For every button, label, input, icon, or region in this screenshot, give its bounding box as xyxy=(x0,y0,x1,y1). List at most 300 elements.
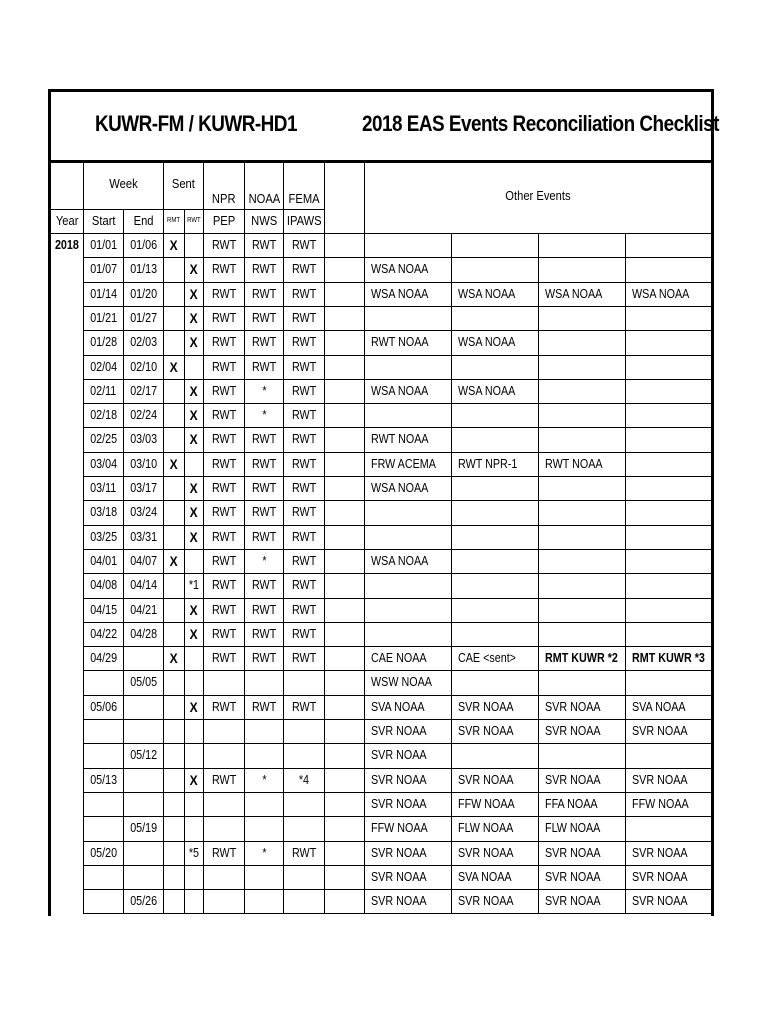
noaa-nws-text: * xyxy=(261,554,267,568)
other-event-4 xyxy=(626,356,711,380)
other-event-4 xyxy=(626,307,711,331)
npr-pep xyxy=(204,258,245,283)
noaa-nws xyxy=(245,356,284,380)
year-blank xyxy=(51,744,84,769)
other-event-1-text: RWT NOAA xyxy=(371,335,429,349)
other-event-3 xyxy=(539,526,626,550)
other-event-1-text: SVA NOAA xyxy=(371,700,425,714)
week-end xyxy=(124,283,164,307)
other-event-1 xyxy=(365,550,452,574)
other-event-2 xyxy=(452,550,539,574)
other-event-2-text: WSA NOAA xyxy=(458,287,516,301)
week-end-text: 01/13 xyxy=(130,262,157,276)
other-event-4-text: RMT KUWR *3 xyxy=(632,651,705,665)
fema-ipaws xyxy=(284,453,325,477)
other-event-3 xyxy=(539,574,626,599)
noaa-nws xyxy=(245,744,284,769)
other-event-1 xyxy=(365,258,452,283)
other-event-1 xyxy=(365,647,452,671)
noaa-nws-text: RWT xyxy=(251,578,277,592)
week-end xyxy=(124,428,164,453)
other-event-4 xyxy=(626,477,711,501)
other-event-2-text: RWT NPR-1 xyxy=(458,457,518,471)
noaa-nws-text: RWT xyxy=(251,627,277,641)
noaa-nws xyxy=(245,696,284,720)
npr-pep xyxy=(204,720,245,744)
week-end-text: 03/03 xyxy=(130,432,157,446)
sent-rwt xyxy=(185,744,204,769)
npr-pep xyxy=(204,647,245,671)
npr-pep xyxy=(204,331,245,356)
sent-rwt-text: X xyxy=(189,407,199,423)
week-end xyxy=(124,866,164,890)
sent-rwt xyxy=(185,574,204,599)
sent-rwt xyxy=(185,307,204,331)
other-event-2 xyxy=(452,720,539,744)
other-event-2 xyxy=(452,307,539,331)
noaa-nws xyxy=(245,647,284,671)
other-event-3 xyxy=(539,283,626,307)
sent-rwt xyxy=(185,453,204,477)
sent-rmt xyxy=(164,404,185,428)
year-blank xyxy=(51,671,84,696)
other-event-1 xyxy=(365,744,452,769)
npr-pep-text: RWT xyxy=(211,335,237,349)
spacer-cell xyxy=(325,817,365,842)
sent-rmt xyxy=(164,599,185,623)
fema-ipaws-text: RWT xyxy=(291,700,317,714)
week-end xyxy=(124,671,164,696)
year-blank xyxy=(51,623,84,647)
sent-rmt xyxy=(164,866,185,890)
npr-pep-text: RWT xyxy=(211,432,237,446)
sent-rmt xyxy=(164,258,185,283)
week-start xyxy=(84,866,124,890)
other-event-3 xyxy=(539,550,626,574)
noaa-nws xyxy=(245,842,284,866)
other-event-3 xyxy=(539,380,626,404)
fema-ipaws xyxy=(284,599,325,623)
npr-pep xyxy=(204,696,245,720)
fema-ipaws xyxy=(284,866,325,890)
npr-pep xyxy=(204,574,245,599)
week-end xyxy=(124,647,164,671)
pep-header xyxy=(204,210,245,234)
other-event-1-text: FFW NOAA xyxy=(371,821,428,835)
fema-ipaws xyxy=(284,331,325,356)
other-event-4 xyxy=(626,769,711,793)
other-event-1-text: WSA NOAA xyxy=(371,554,429,568)
noaa-nws-text: RWT xyxy=(251,457,277,471)
noaa-nws xyxy=(245,307,284,331)
spacer-cell xyxy=(325,404,365,428)
rwt-header xyxy=(185,210,204,234)
npr-pep xyxy=(204,501,245,526)
npr-pep xyxy=(204,550,245,574)
sent-rwt xyxy=(185,356,204,380)
npr-pep xyxy=(204,380,245,404)
week-start-text: 02/11 xyxy=(90,384,117,398)
other-event-4 xyxy=(626,647,711,671)
station-title: KUWR-FM / KUWR-HD1 xyxy=(95,111,297,136)
sent-rmt xyxy=(164,720,185,744)
noaa-nws xyxy=(245,258,284,283)
other-event-3 xyxy=(539,356,626,380)
npr-pep xyxy=(204,671,245,696)
other-event-1-text: WSA NOAA xyxy=(371,262,429,276)
year-blank xyxy=(51,842,84,866)
week-end xyxy=(124,356,164,380)
week-start-text: 01/14 xyxy=(90,287,117,301)
week-start xyxy=(84,501,124,526)
sent-rmt xyxy=(164,671,185,696)
noaa-nws xyxy=(245,793,284,817)
fema-ipaws xyxy=(284,380,325,404)
other-event-1 xyxy=(365,356,452,380)
spacer-cell xyxy=(325,842,365,866)
year-blank xyxy=(51,453,84,477)
other-event-4-text: WSA NOAA xyxy=(632,287,690,301)
week-start xyxy=(84,574,124,599)
noaa-nws xyxy=(245,623,284,647)
week-header xyxy=(84,163,164,210)
other-event-4-text: SVR NOAA xyxy=(632,846,688,860)
npr-pep-text: RWT xyxy=(211,384,237,398)
week-end-text: 04/28 xyxy=(130,627,157,641)
npr-pep xyxy=(204,890,245,914)
year-blank xyxy=(51,404,84,428)
week-end xyxy=(124,258,164,283)
npr-pep-text: RWT xyxy=(211,773,237,787)
noaa-nws xyxy=(245,477,284,501)
other-event-4 xyxy=(626,817,711,842)
sent-rwt-text: X xyxy=(189,480,199,496)
sent-rmt xyxy=(164,769,185,793)
end-header-text: End xyxy=(133,213,154,228)
fema-ipaws xyxy=(284,720,325,744)
other-event-4-text: FFW NOAA xyxy=(632,797,689,811)
npr-pep xyxy=(204,428,245,453)
other-event-2 xyxy=(452,331,539,356)
sent-rwt xyxy=(185,428,204,453)
sent-rwt xyxy=(185,817,204,842)
year-blank xyxy=(51,550,84,574)
sent-rwt xyxy=(185,842,204,866)
year-blank xyxy=(51,793,84,817)
fema-ipaws-text: *4 xyxy=(298,773,310,787)
other-event-3-text: SVR NOAA xyxy=(545,700,601,714)
week-end xyxy=(124,234,164,258)
year-blank xyxy=(51,890,84,914)
week-start xyxy=(84,890,124,914)
sent-rwt-text: X xyxy=(189,504,199,520)
other-event-2-text: SVA NOAA xyxy=(458,870,512,884)
other-event-1-text: SVR NOAA xyxy=(371,894,427,908)
other-event-2-text: SVR NOAA xyxy=(458,773,514,787)
week-end xyxy=(124,574,164,599)
year-header xyxy=(51,210,84,234)
other-event-2 xyxy=(452,258,539,283)
other-event-1 xyxy=(365,526,452,550)
year-blank xyxy=(51,599,84,623)
sent-header-text: Sent xyxy=(171,176,196,191)
npr-pep-text: RWT xyxy=(211,530,237,544)
sent-rwt xyxy=(185,234,204,258)
spacer-cell xyxy=(325,793,365,817)
sent-rwt-text: X xyxy=(189,286,199,302)
spacer-cell xyxy=(325,890,365,914)
sent-rwt-text: *5 xyxy=(188,846,200,860)
week-start xyxy=(84,307,124,331)
other-event-1-text: SVR NOAA xyxy=(371,773,427,787)
other-event-1-text: RWT NOAA xyxy=(371,432,429,446)
week-start xyxy=(84,258,124,283)
week-start-text: 04/22 xyxy=(90,627,117,641)
fema-ipaws-text: RWT xyxy=(291,262,317,276)
spacer-cell xyxy=(325,477,365,501)
other-event-4 xyxy=(626,599,711,623)
noaa-nws-text: RWT xyxy=(251,603,277,617)
other-event-4 xyxy=(626,283,711,307)
npr-pep-text: RWT xyxy=(211,700,237,714)
fema-ipaws xyxy=(284,526,325,550)
week-start xyxy=(84,744,124,769)
sent-rwt-text: X xyxy=(189,772,199,788)
year-blank xyxy=(51,769,84,793)
year-value xyxy=(51,234,84,258)
other-event-1-text: WSW NOAA xyxy=(371,675,432,689)
npr-pep xyxy=(204,453,245,477)
week-start-text: 05/06 xyxy=(90,700,117,714)
other-event-4 xyxy=(626,866,711,890)
document-title: 2018 EAS Events Reconciliation Checklist xyxy=(362,111,719,136)
sent-rwt xyxy=(185,769,204,793)
spacer-cell xyxy=(325,307,365,331)
npr-pep-text: RWT xyxy=(211,408,237,422)
week-end xyxy=(124,696,164,720)
rmt-header-text: RMT xyxy=(167,217,181,224)
week-end-text: 01/27 xyxy=(130,311,157,325)
fema-ipaws-text: RWT xyxy=(291,554,317,568)
week-start xyxy=(84,696,124,720)
npr-pep xyxy=(204,866,245,890)
other-event-1 xyxy=(365,623,452,647)
spacer-header xyxy=(325,163,365,234)
sent-rwt xyxy=(185,258,204,283)
spacer-cell xyxy=(325,453,365,477)
noaa-nws xyxy=(245,574,284,599)
fema-ipaws-text: RWT xyxy=(291,384,317,398)
other-event-4 xyxy=(626,331,711,356)
week-end xyxy=(124,380,164,404)
sent-rmt xyxy=(164,744,185,769)
year-blank xyxy=(51,477,84,501)
npr-pep-text: RWT xyxy=(211,311,237,325)
npr-pep xyxy=(204,526,245,550)
other-event-4 xyxy=(626,623,711,647)
other-event-2 xyxy=(452,866,539,890)
fema-ipaws xyxy=(284,356,325,380)
sent-rmt-text: X xyxy=(169,650,179,666)
noaa-nws-text: RWT xyxy=(251,651,277,665)
spacer-cell xyxy=(325,356,365,380)
sent-rwt xyxy=(185,526,204,550)
other-event-1 xyxy=(365,793,452,817)
fema-ipaws xyxy=(284,671,325,696)
sent-rwt xyxy=(185,599,204,623)
noaa-nws-text: RWT xyxy=(251,481,277,495)
sent-rmt-text: X xyxy=(169,359,179,375)
other-event-2 xyxy=(452,428,539,453)
other-event-3 xyxy=(539,744,626,769)
week-start xyxy=(84,356,124,380)
year-blank xyxy=(51,574,84,599)
spacer-cell xyxy=(325,331,365,356)
other-event-3 xyxy=(539,671,626,696)
other-event-4-text: SVR NOAA xyxy=(632,773,688,787)
week-start xyxy=(84,817,124,842)
start-header-text: Start xyxy=(91,213,116,228)
other-event-1 xyxy=(365,453,452,477)
week-start-text: 02/25 xyxy=(90,432,117,446)
noaa-nws xyxy=(245,599,284,623)
other-event-2-text: SVR NOAA xyxy=(458,846,514,860)
npr-pep-text: RWT xyxy=(211,457,237,471)
fema-ipaws-text: RWT xyxy=(291,530,317,544)
other-event-3 xyxy=(539,817,626,842)
sent-rmt-text: X xyxy=(169,456,179,472)
spacer-cell xyxy=(325,696,365,720)
fema-ipaws xyxy=(284,307,325,331)
sent-rmt xyxy=(164,331,185,356)
week-end-text: 05/26 xyxy=(130,894,157,908)
sent-rmt xyxy=(164,793,185,817)
week-start xyxy=(84,428,124,453)
week-start-text: 01/28 xyxy=(90,335,117,349)
nws-header-text: NWS xyxy=(250,213,278,228)
ipaws-header-text: IPAWS xyxy=(286,213,322,228)
other-event-3 xyxy=(539,453,626,477)
other-event-2 xyxy=(452,890,539,914)
other-event-4 xyxy=(626,526,711,550)
noaa-nws-text: RWT xyxy=(251,335,277,349)
sent-rmt xyxy=(164,380,185,404)
other-event-1-text: WSA NOAA xyxy=(371,481,429,495)
noaa-nws xyxy=(245,769,284,793)
noaa-nws xyxy=(245,817,284,842)
other-event-4 xyxy=(626,404,711,428)
other-event-3-text: SVR NOAA xyxy=(545,846,601,860)
sent-header xyxy=(164,163,204,210)
week-end xyxy=(124,550,164,574)
fema-ipaws-text: RWT xyxy=(291,432,317,446)
noaa-nws-text: RWT xyxy=(251,530,277,544)
sent-rwt xyxy=(185,404,204,428)
spacer-cell xyxy=(325,744,365,769)
other-event-4 xyxy=(626,574,711,599)
year-blank xyxy=(51,696,84,720)
fema-ipaws xyxy=(284,817,325,842)
other-event-1 xyxy=(365,842,452,866)
other-event-3 xyxy=(539,477,626,501)
other-events-header xyxy=(365,163,711,234)
year-blank xyxy=(51,380,84,404)
spacer-cell xyxy=(325,671,365,696)
other-event-2-text: FLW NOAA xyxy=(458,821,514,835)
other-event-2 xyxy=(452,623,539,647)
npr-pep-text: RWT xyxy=(211,360,237,374)
npr-header-text: NPR xyxy=(212,191,236,206)
sent-rwt-text: X xyxy=(189,699,199,715)
week-start-text: 03/18 xyxy=(90,505,117,519)
rmt-header xyxy=(164,210,185,234)
week-end-text: 03/31 xyxy=(130,530,157,544)
other-event-2 xyxy=(452,477,539,501)
npr-pep xyxy=(204,623,245,647)
sent-rmt xyxy=(164,501,185,526)
other-event-3-text: SVR NOAA xyxy=(545,870,601,884)
week-end xyxy=(124,890,164,914)
week-end xyxy=(124,842,164,866)
week-start-text: 02/04 xyxy=(90,360,117,374)
other-event-4 xyxy=(626,380,711,404)
other-event-2 xyxy=(452,769,539,793)
other-event-3 xyxy=(539,428,626,453)
week-header-text: Week xyxy=(109,176,138,191)
other-event-2-text: SVR NOAA xyxy=(458,700,514,714)
noaa-nws xyxy=(245,331,284,356)
week-start-text: 01/21 xyxy=(90,311,117,325)
week-end-text: 04/07 xyxy=(130,554,157,568)
sent-rmt xyxy=(164,696,185,720)
sent-rmt xyxy=(164,453,185,477)
week-end xyxy=(124,453,164,477)
fema-ipaws-text: RWT xyxy=(291,578,317,592)
other-event-2 xyxy=(452,696,539,720)
noaa-nws xyxy=(245,380,284,404)
other-event-4 xyxy=(626,234,711,258)
week-end xyxy=(124,599,164,623)
sent-rwt-text: X xyxy=(189,383,199,399)
year-blank xyxy=(51,817,84,842)
other-event-3 xyxy=(539,331,626,356)
year-blank xyxy=(51,258,84,283)
sent-rmt-text: X xyxy=(169,237,179,253)
npr-pep-text: RWT xyxy=(211,287,237,301)
nws-header xyxy=(245,210,284,234)
sent-rwt-text: X xyxy=(189,431,199,447)
sent-rmt xyxy=(164,647,185,671)
week-end-text: 05/19 xyxy=(130,821,157,835)
other-event-1 xyxy=(365,404,452,428)
npr-pep xyxy=(204,769,245,793)
other-event-2 xyxy=(452,842,539,866)
fema-ipaws xyxy=(284,404,325,428)
noaa-nws xyxy=(245,404,284,428)
week-start-text: 05/13 xyxy=(90,773,117,787)
week-start-text: 04/15 xyxy=(90,603,117,617)
week-start-text: 04/08 xyxy=(90,578,117,592)
noaa-nws-text: RWT xyxy=(251,505,277,519)
noaa-nws-text: * xyxy=(261,846,267,860)
spacer-cell xyxy=(325,258,365,283)
week-end-text: 04/21 xyxy=(130,603,157,617)
other-event-1 xyxy=(365,428,452,453)
other-event-3-text: RWT NOAA xyxy=(545,457,603,471)
noaa-nws xyxy=(245,550,284,574)
other-event-1 xyxy=(365,477,452,501)
noaa-nws xyxy=(245,671,284,696)
